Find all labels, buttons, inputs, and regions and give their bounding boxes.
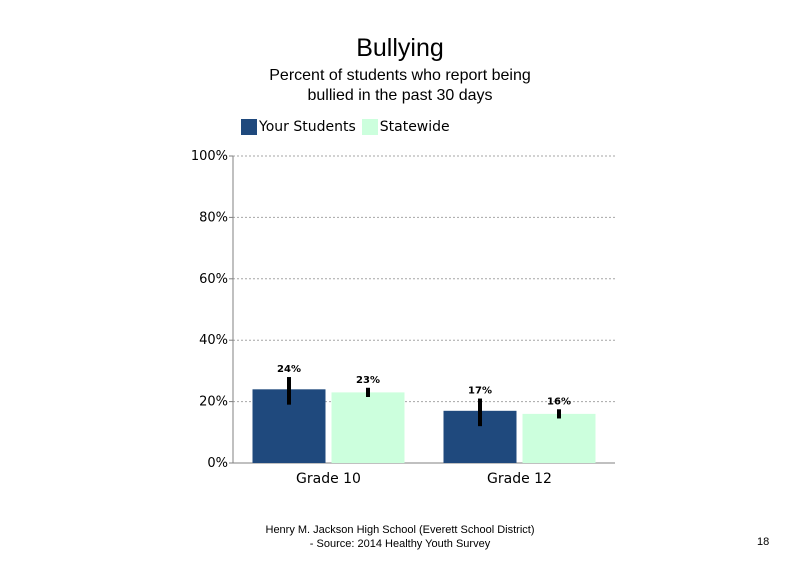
y-tick-label: 20% (199, 394, 228, 410)
page-number: 18 (757, 536, 770, 548)
x-category-label: Grade 10 (296, 471, 361, 487)
footer (230, 523, 570, 551)
y-tick-label: 60% (199, 271, 228, 287)
y-tick-label: 80% (199, 210, 228, 226)
data-label: 16% (547, 396, 571, 408)
x-category-label: Grade 12 (487, 471, 552, 487)
bar-statewide (523, 414, 596, 463)
footer-source: - Source: 2014 Healthy Youth Survey (309, 538, 491, 550)
legend-label-your-students: Your Students (259, 119, 356, 135)
data-label: 23% (356, 374, 380, 386)
footer-school: Henry M. Jackson High School (Everett School District) (265, 524, 535, 536)
chart-subtitle: Percent of students who report being bullied in the past 30 days (269, 67, 531, 104)
y-tick-label: 40% (199, 333, 228, 349)
data-label: 17% (468, 385, 492, 397)
legend-label-statewide: Statewide (379, 119, 450, 135)
y-tick-label: 100% (190, 149, 228, 164)
bar-statewide (332, 392, 405, 463)
data-label: 24% (277, 364, 301, 376)
y-tick-label: 0% (207, 456, 228, 471)
chart-title: Bullying (356, 34, 444, 62)
